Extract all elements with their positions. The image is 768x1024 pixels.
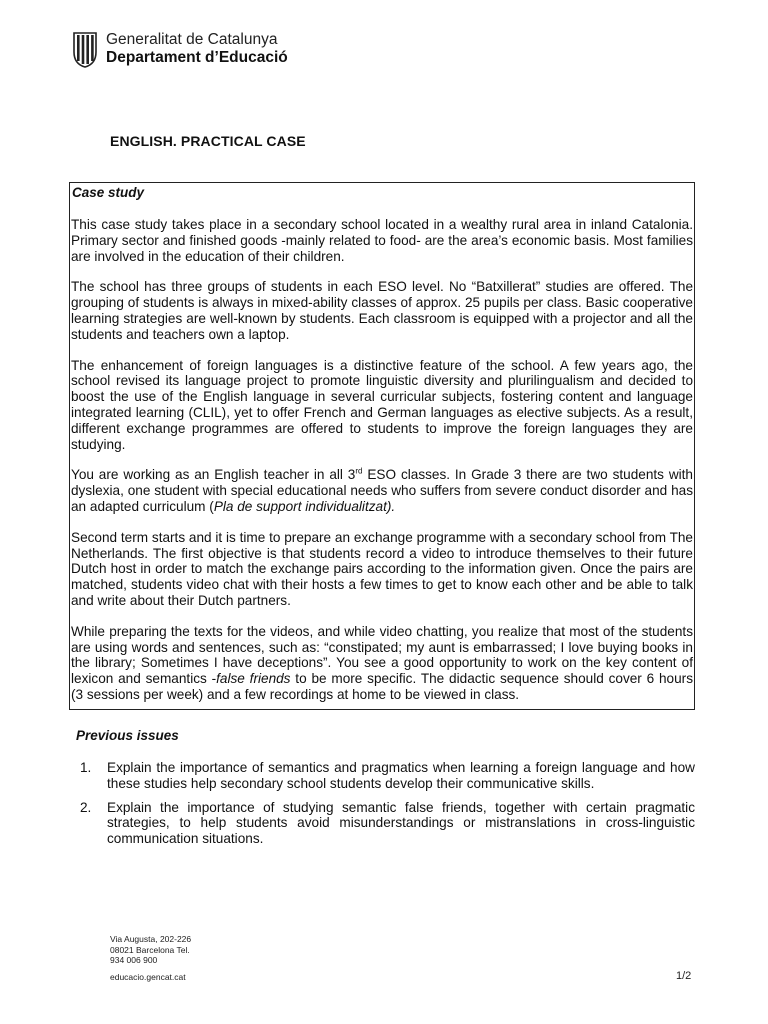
footer-website: educacio.gencat.cat [110,972,186,982]
case-study-heading: Case study [72,185,145,200]
p4-superscript: rd [355,466,363,476]
org-name: Generalitat de Catalunya [106,31,278,48]
letterhead [72,30,288,68]
case-paragraph-6 [71,624,694,703]
case-paragraph-4 [71,467,694,514]
list-item-text: Explain the importance of semantics and pragmatics when learning a foreign language and how these studies help secondary school students develop their communicative skills. [107,760,695,791]
case-paragraph-1: This case study takes place in a secondary school located in a wealthy rural area in inland Catalonia. Primary sector and finished goods -mainly related to food- are the area’s economic basis. Most families are involved in the education of their children. [71,217,693,264]
p6-italic: false friends [216,671,291,687]
address-line-3: 934 006 900 [110,955,158,965]
previous-issues-list [80,760,695,855]
previous-issues-heading: Previous issues [76,728,179,743]
p6-text-a: While preparing the texts for the videos, and while video chatting, you realize that most of the students are using words and sentences, such as: “constipated; my aunt is embarrassed; I love buying books in the library; Sometimes I have deceptions”. You see a good opportunity to work on the key content of lexicon and semantics - [71,623,693,687]
list-item-number: 2. [80,799,92,815]
address-line-1: Via Augusta, 202-226 [110,934,192,944]
case-paragraph-5: Second term starts and it is time to prepare an exchange programme with a secondary school from The Netherlands. The first objective is that students record a video to introduce themselves to their future Dutch host in order to match the exchange pairs according to the information given. Once the pairs are matched, students video chat with their hosts a few times to get to know each other and be able to talk and write about their Dutch partners. [71,529,693,608]
list-item-text: Explain the importance of studying semantic false friends, together with certain pragmatic strategies, to help students avoid misunderstandings or mistranslations in cross-linguistic communication situations. [107,799,695,847]
list-item-number: 1. [80,760,92,775]
department-name: Departament d’Educació [106,49,288,66]
list-item [80,800,695,847]
document-title: ENGLISH. PRACTICAL CASE [110,133,306,149]
list-item [80,760,695,792]
footer-address [110,934,191,966]
p6-text-b: to be more specific. The didactic sequence should cover 6 hours (3 sessions per week) and a few recordings at home to be viewed in class. [71,671,694,702]
generalitat-logo-icon [72,30,98,68]
case-study-box [69,182,695,710]
address-line-2: 08021 Barcelona Tel. [110,944,190,955]
p4-italic: Pla de support individualitzat). [213,498,396,514]
page-number: 1/2 [676,970,692,982]
p4-text-a: You are working as an English teacher in all 3 [71,467,356,483]
p4-text-b: ESO classes. In Grade 3 there are two students with dyslexia, one student with special educational needs who suffers from severe conduct disorder and has an adapted curriculum ( [71,467,693,514]
case-paragraph-2: The school has three groups of students in each ESO level. No “Batxillerat” studies are offered. The grouping of students is always in mixed-ability classes of approx. 25 pupils per class. Basic cooperative learning strategies are well-known by students. Each classroom is equipped with a projector and all the students and teachers own a laptop. [71,279,693,342]
case-paragraph-3: The enhancement of foreign languages is a distinctive feature of the school. A few years ago, the school revised its language project to promote linguistic diversity and plurilingualism and decided to boost the use of the English language in several curricular subjects, fostering content and language integrated learning (CLIL), yet to offer French and German languages as elective subjects. As a result, different exchange programmes are offered to students to improve the foreign languages they are studying. [71,357,693,452]
